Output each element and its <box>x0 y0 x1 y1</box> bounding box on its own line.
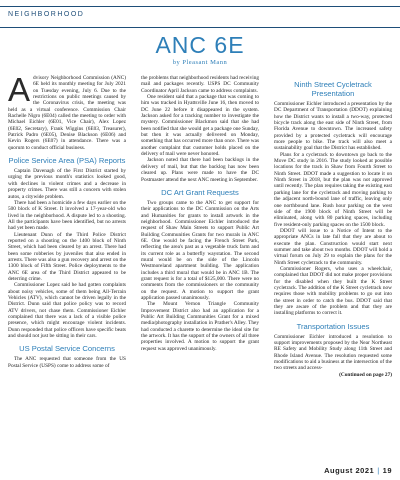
subheading: US Postal Service Concerns <box>19 344 115 354</box>
body-paragraph: Two groups came to the ANC to get support for their applications to the DC Commission on the Arts and Humanities for grants to install artwork in the neighborhood. Commissioner Eichler introduced the request of Shaw Main Streets to support Public Art Building Communities Grants for two murals in ANC 6E. One would be facing the French Street Park, reflecting the area's past as a vegetable truck farm and its current role as a butterfly waystation. The second mural would be on the side of the Lincoln Westmoreland apartment building. The application includes a third mural that would be in ANC 1B. The grant request is for a total of $125,000. There were no comments from the commissioners or the community on the request. A motion to support the grant application passed unanimously. <box>141 199 259 301</box>
body-paragraph: Commissioner Lopez said he had gotten complaints about noisy vehicles, some of them being All-Terrain Vehicles (ATV), which cannot be driven legally in the District. Dunn said that police policy was to record ATV drivers, not chase them. Commissioner Eichler complained that there was a lack of a visible police presence, which might encourage violent incidents. Dunn responded that police officers have specific beats and should not just be sitting in their cars. <box>8 282 126 340</box>
body-paragraph: Captain Davenagh of the First District started by urging the previous month's statistics looked good, with declines in violent crimes and a decrease in property crimes. There was still a concern with stolen autos, a citywide problem. <box>8 168 126 200</box>
footer-separator: | <box>377 466 380 475</box>
drop-cap: A <box>8 75 31 108</box>
body-paragraph: the problems that neighborhood residents had receiving mail and packages recently. USPS DC Community Coordinator April Jackson came to address complaints. <box>141 75 259 94</box>
body-paragraph: One resident said that a package that was coming to him was tracked in Hyattsville June 16, then moved to DC June 22 before it disappeared in the system. Jackson asked for a tracking number to investigate the mystery. Commissioner Blackmon said that she had been notified that she would get a package one Sunday, but then it was actually delivered on Monday, something that has occurred more than once. There was another complaint that customer holds placed on the delivery of mail were never honored. <box>141 94 259 158</box>
body-paragraph: There had been a homicide a few days earlier on the 500 block of K Street. It involved a 17-year-old who lived in the neighborhood. A dispute led to a shooting. All the participants have been identified, but no arrests had yet been made. <box>8 199 126 232</box>
article-column-3 <box>274 75 392 470</box>
body-paragraph: Commissioner Rogers, who uses a wheelchair, complained that DDOT did not make proper provisions for the disabled when they built the K Street cycletrack. The addition of the K Street cycletrack now requires those with mobility problems to go out into the street in order to catch the bus. DDOT said that they are aware of the problem and that they are installing platforms to correct it. <box>274 265 392 317</box>
body-paragraph: The ANC requested that someone from the US Postal Service (USPS) come to address some of <box>8 356 126 369</box>
body-paragraph: DDOT will issue to a Notice of Intent to the appropriate ANCs in late fall that they are about to execute the plan. Construction would start next summer and take about two months. DDOT will hold a virtual forum on July 29 to explain the plans for the Ninth Street cycletrack to the community. <box>274 227 392 266</box>
body-paragraph: Lieutenant Dunn of the Third Police District reported on a shooting on the 1400 block of Ninth Street, which had been cleared by an arrest. There had been some robberies by juveniles that also ended in arrests. There was also a gun recovery and arrest on the 1300 block of Fifth Street. Police deployments to the ANC 6E area of the Third District appeared to be deterring crime. <box>8 231 126 282</box>
lead-paragraph <box>8 75 126 151</box>
body-paragraph: Commissioner Eichler introduced a resolution to support improvements proposed by the Near Northeast RE Safety and Mobility Study along 11th Street and Rhode Island Avenue. The resolution requested some modifications to aid a business at the intersection of the two streets and access- <box>274 333 392 372</box>
body-paragraph: Plans for a cycletrack to downtown go back to the Move DC study in 2016. The study looked at possible locations for the track in Shaw from Fourth Street to Ninth Street. DDOT made a suggestion to locate it on Ninth Street in 2018, but the plan was not approved until recently. The plan requires taking the existing east parking lane for the cycletrack and moving parking to the adjacent north-bound lane of traffic, leaving only one northbound lane. Rush hour parking on the west side of the 1900 block of Ninth Street will be eliminated, along with 80 parking spaces, including five resident-only parking spaces on the 1500 block. <box>274 151 392 228</box>
body-paragraph: Jackson noted that there had been backlogs in the delivery of mail, but that the backlog has now been cleared up. Plans were made to have the DC Postmaster attend the next ANC meeting in September. <box>141 157 259 183</box>
article-title: ANC 6E <box>155 32 245 58</box>
article-column-1 <box>8 75 126 470</box>
subheading: Police Service Area (PSA) Reports <box>8 156 126 166</box>
continued-note: (Continued on page 27) <box>339 371 392 378</box>
subheading: DC Art Grant Requests <box>161 187 239 197</box>
byline: by Pleasant Mann <box>172 59 228 66</box>
page-footer <box>324 466 392 475</box>
lead-paragraph-text: dvisory Neighborhood Commission (ANC) 6E held its monthly meeting for July 2021 on Tuesday evening, July 6. Due to the restrictions on public meetings caused by the Coronavirus crisis, the meeting was held as a virtual conference. Commission Chair Rachelle Nigro (6E04) called the meeting to order with Michael Eichler (6E01, Vice Chair), Alex Lopez (6E02, Secretary), Frank Wiggins (6E03, Treasurer), Patrick Padro (6E05), Denise Blackson (6E06) and Kevin Rogers (6E07) in attendance. There was a quorum to conduct official business. <box>8 75 126 151</box>
section-header-bar <box>0 6 400 28</box>
section-label: NEIGHBORHOOD <box>8 11 85 18</box>
article-column-2 <box>141 75 259 470</box>
body-paragraph: Commissioner Eichler introduced a presentation by the DC Department of Transportation (DDOT) explaining how the District wants to install a two-way, protected bicycle track along the east side of Ninth Street, from Florida Avenue to downtown. The increased safety provided by a protected cycletrack will encourage more people to bike. The track will also meet a sustainability goal that the District has established. <box>274 101 392 152</box>
body-paragraph: The Mount Vernon Triangle Community Improvement District also had an application for a Public Art Building Communities Grant for a mixed media/photography installation in Prather's Alley. They had conducted a charette to determine the ideal site for the artwork. It has the support of the owners of all three properties involved. A motion to support the grant request was approved unanimously. <box>141 301 259 352</box>
subheading: Ninth Street Cycletrack Presentation <box>294 80 372 98</box>
issue-date: August 2021 <box>324 466 375 475</box>
page-number: 19 <box>382 466 392 475</box>
subheading: Transportation Issues <box>296 321 370 331</box>
